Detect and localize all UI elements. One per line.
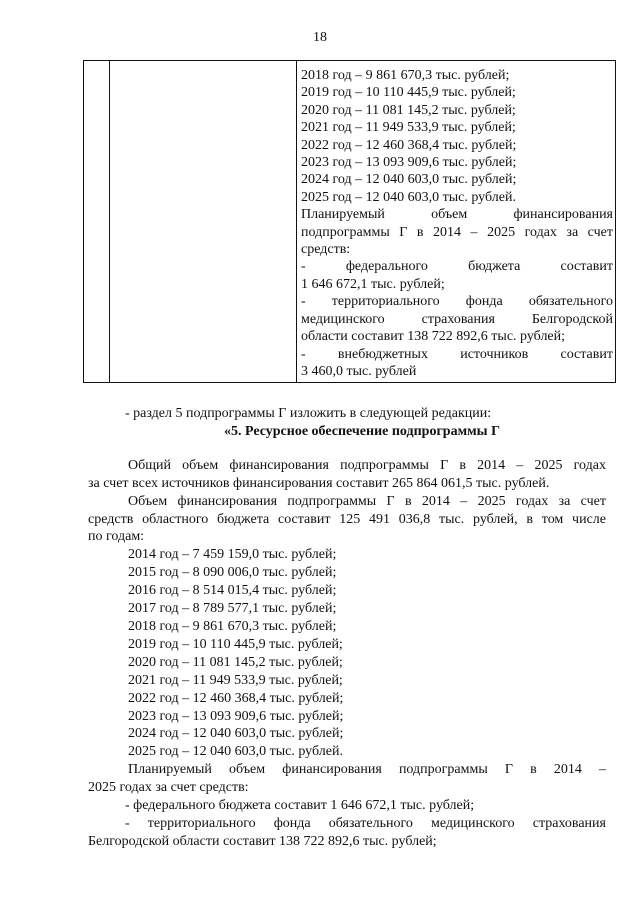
section-title: «5. Ресурсное обеспечение подпрограммы Г bbox=[223, 423, 500, 439]
territorial-line: области составит 138 722 892,6 тыс. рублей; bbox=[301, 329, 566, 345]
year-line: 2019 год – 10 110 445,9 тыс. рублей; bbox=[128, 636, 343, 652]
plan-line: средств: bbox=[301, 242, 351, 258]
territorial-line: медицинского страхования Белгородской bbox=[301, 311, 613, 327]
table-cell-content bbox=[297, 61, 616, 383]
spacer bbox=[88, 441, 606, 457]
paragraph-line: по годам: bbox=[88, 529, 145, 545]
year-line: 2019 год – 10 110 445,9 тыс. рублей; bbox=[301, 85, 516, 101]
year-line: 2021 год – 11 949 533,9 тыс. рублей; bbox=[128, 672, 343, 688]
federal-line: 1 646 672,1 тыс. рублей; bbox=[301, 276, 445, 292]
year-line: 2015 год – 8 090 006,0 тыс. рублей; bbox=[128, 565, 337, 581]
territorial-line: - территориального фонда обязательного медицинского страхования bbox=[125, 815, 606, 831]
paragraph-line: за счет всех источников финансирования составит 265 864 061,5 тыс. рублей. bbox=[88, 475, 550, 491]
year-line: 2024 год – 12 040 603,0 тыс. рублей; bbox=[301, 172, 517, 188]
year-line: 2023 год – 13 093 909,6 тыс. рублей; bbox=[301, 155, 517, 171]
plan-line: Планируемый объем финансирования bbox=[301, 207, 613, 223]
year-line: 2023 год – 13 093 909,6 тыс. рублей; bbox=[128, 708, 344, 724]
financing-table bbox=[83, 60, 616, 383]
intro-line: - раздел 5 подпрограммы Г изложить в следующей редакции: bbox=[125, 406, 492, 421]
year-line: 2020 год – 11 081 145,2 тыс. рублей; bbox=[128, 654, 343, 670]
page-number: 18 bbox=[313, 30, 327, 45]
year-line: 2025 год – 12 040 603,0 тыс. рублей. bbox=[301, 189, 516, 205]
paragraph-line: Общий объем финансирования подпрограммы Г в 2014 – 2025 годах bbox=[128, 457, 606, 473]
paragraph-line: средств областного бюджета составит 125 491 036,8 тыс. рублей, в том числе bbox=[88, 511, 606, 527]
table-row bbox=[84, 61, 616, 383]
year-line: 2021 год – 11 949 533,9 тыс. рублей; bbox=[301, 120, 516, 136]
federal-line: - федерального бюджета составит 1 646 672,1 тыс. рублей; bbox=[125, 798, 475, 814]
year-line: 2025 год – 12 040 603,0 тыс. рублей. bbox=[128, 744, 343, 760]
year-line: 2016 год – 8 514 015,4 тыс. рублей; bbox=[128, 583, 337, 599]
year-line: 2020 год – 11 081 145,2 тыс. рублей; bbox=[301, 102, 516, 118]
body-text bbox=[88, 405, 606, 851]
federal-line: - федерального бюджета составит bbox=[301, 259, 613, 275]
year-line: 2022 год – 12 460 368,4 тыс. рублей; bbox=[128, 690, 344, 706]
year-line: 2017 год – 8 789 577,1 тыс. рублей; bbox=[128, 601, 337, 617]
year-line: 2018 год – 9 861 670,3 тыс. рублей; bbox=[301, 68, 510, 83]
year-line: 2014 год – 7 459 159,0 тыс. рублей; bbox=[128, 547, 337, 563]
table-cell-number bbox=[84, 61, 110, 383]
paragraph-line: Объем финансирования подпрограммы Г в 2014 – 2025 годах за счет bbox=[128, 493, 606, 509]
table-cell-label bbox=[110, 61, 297, 383]
paragraph-line: 2025 годах за счет средств: bbox=[88, 780, 249, 796]
extrabudget-line: - внебюджетных источников составит bbox=[301, 346, 613, 362]
territorial-line: Белгородской области составит 138 722 892,6 тыс. рублей; bbox=[88, 833, 437, 849]
territorial-line: - территориального фонда обязательного bbox=[301, 294, 613, 310]
paragraph-line: Планируемый объем финансирования подпрограммы Г в 2014 – bbox=[128, 762, 606, 778]
plan-line: подпрограммы Г в 2014 – 2025 годах за счет bbox=[301, 224, 613, 240]
year-line: 2018 год – 9 861 670,3 тыс. рублей; bbox=[128, 618, 337, 634]
extrabudget-line: 3 460,0 тыс. рублей bbox=[301, 363, 417, 379]
year-line: 2022 год – 12 460 368,4 тыс. рублей; bbox=[301, 137, 517, 153]
year-line: 2024 год – 12 040 603,0 тыс. рублей; bbox=[128, 726, 344, 742]
